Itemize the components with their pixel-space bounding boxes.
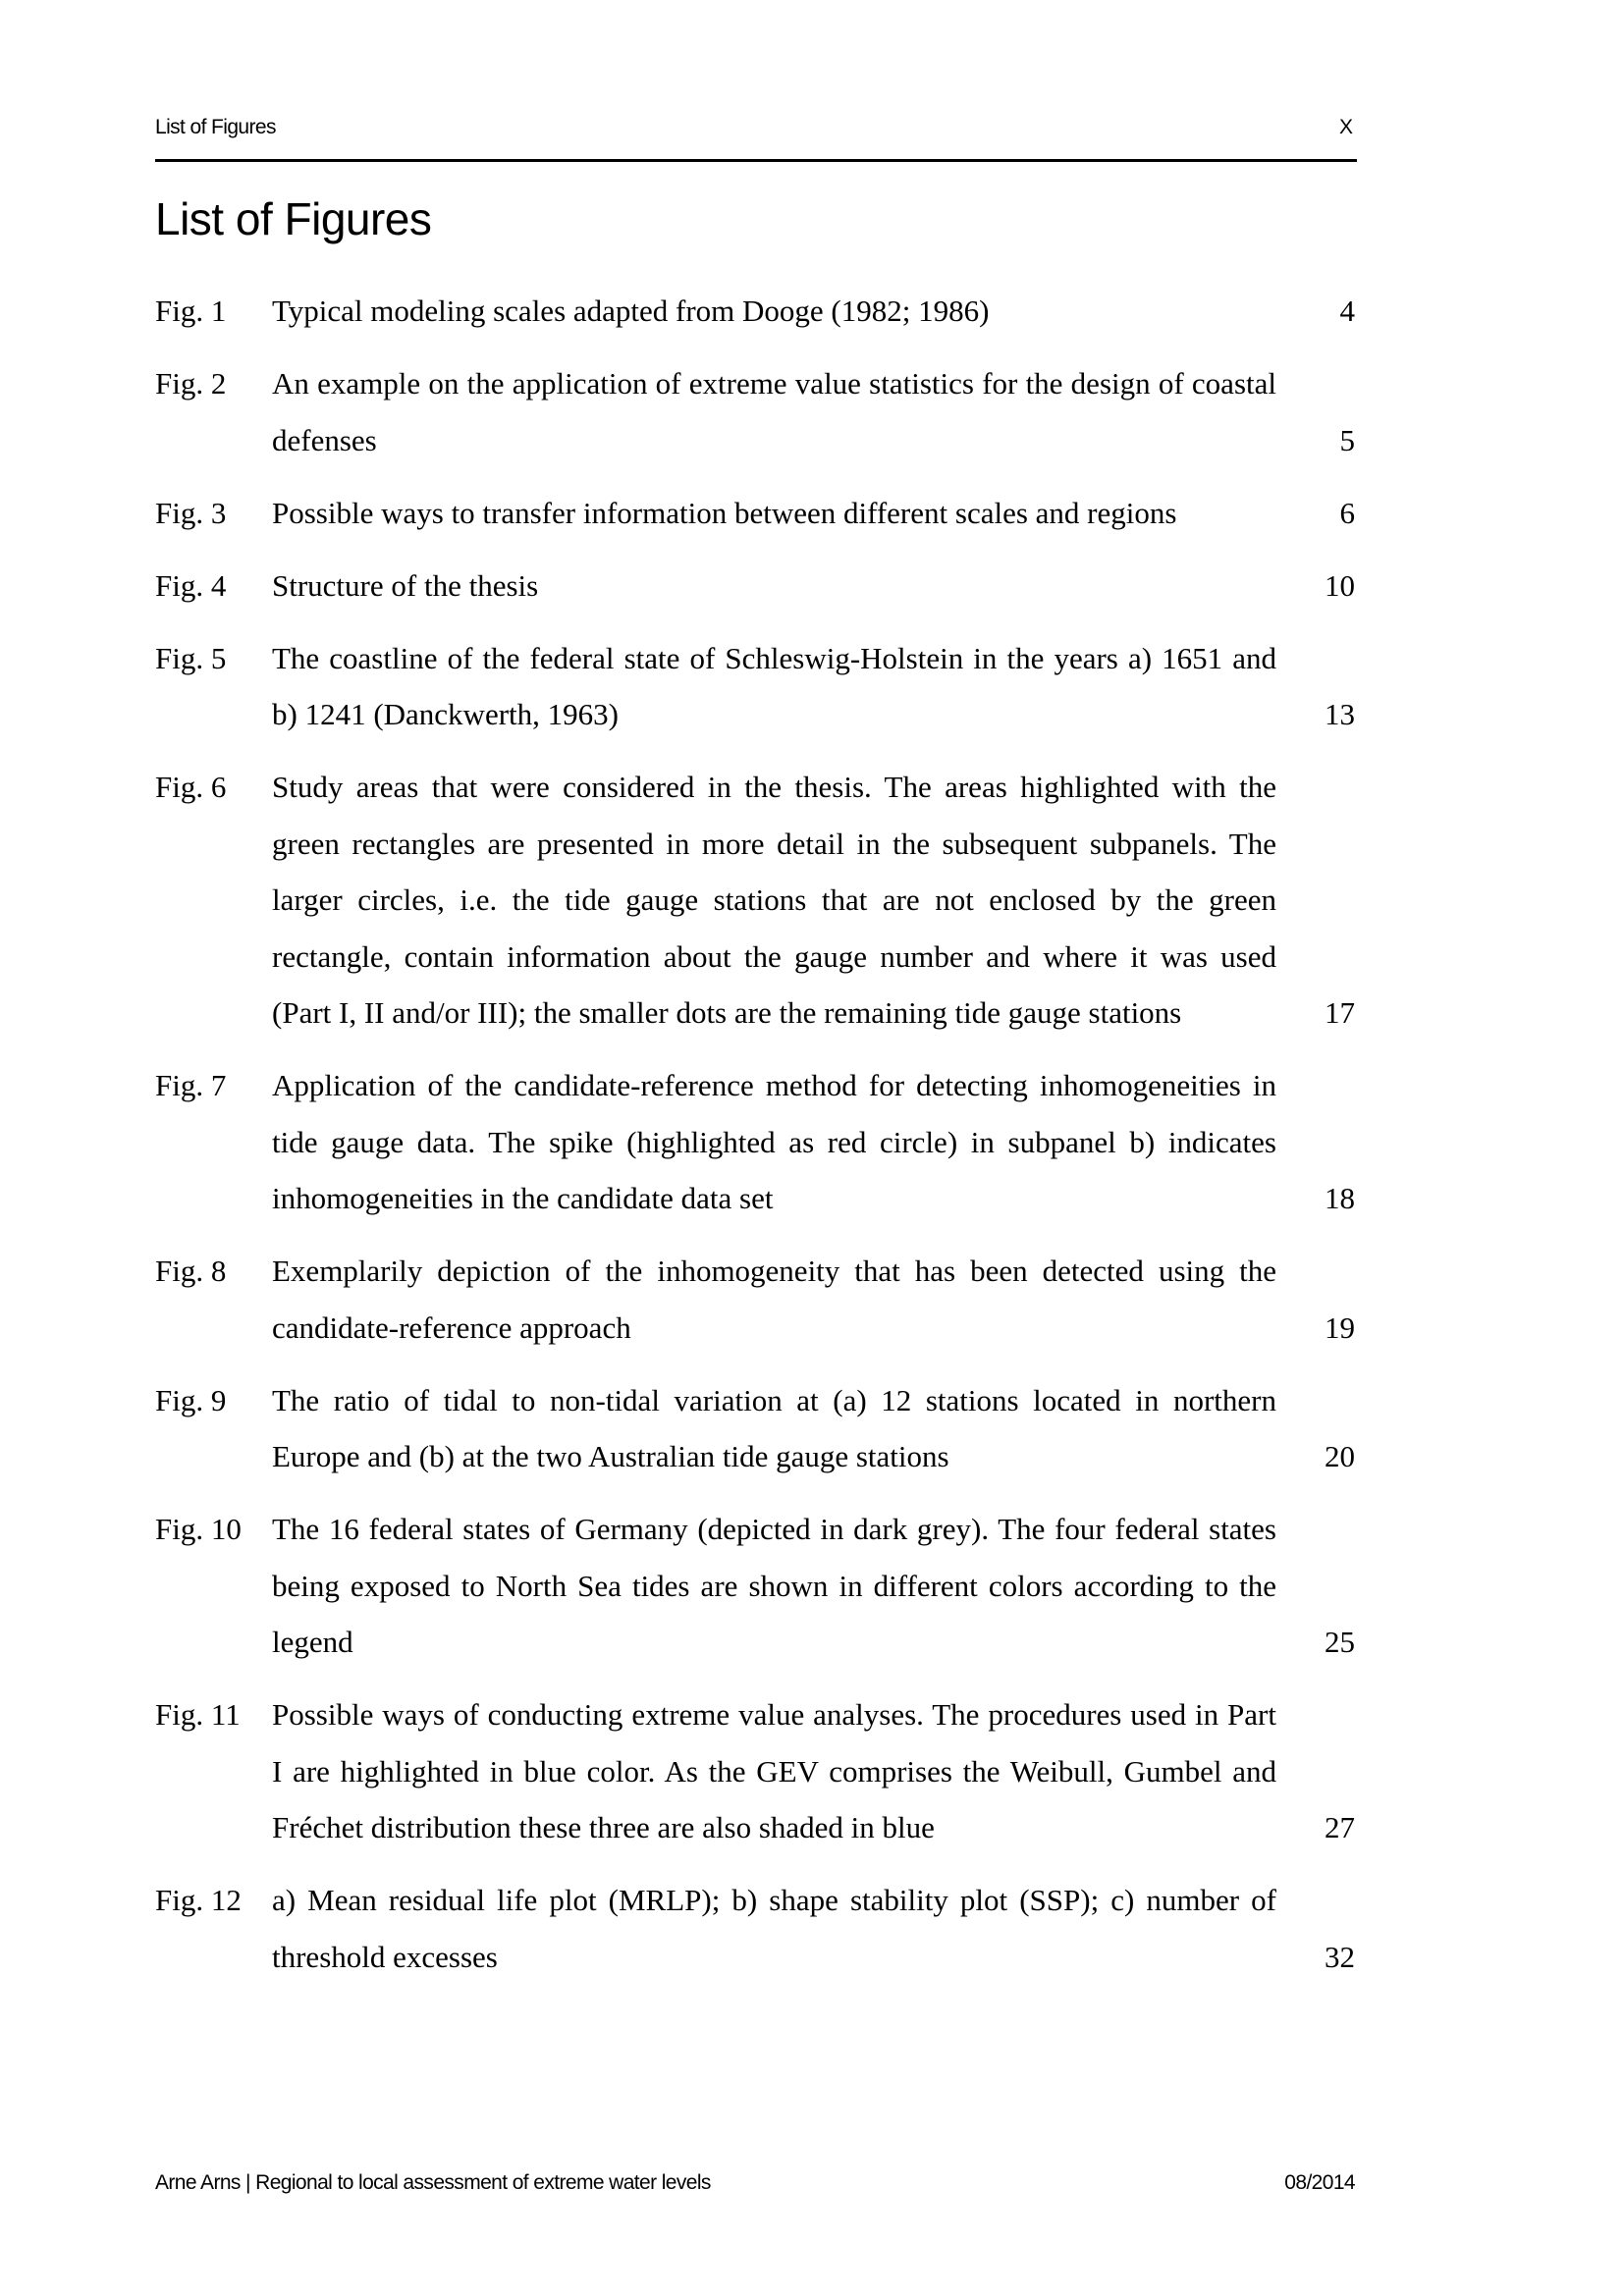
figure-page-number: 18 [1325,1181,1355,1215]
figure-label: Fig. 12 [155,1883,242,1917]
figure-entry-7[interactable] [155,1057,1355,1227]
figure-page-number: 5 [1339,422,1355,457]
figure-page-number: 10 [1325,567,1355,603]
figure-caption: Study areas that were considered in the thesis. The areas highlighted with the green rectangles are presented in more detail in the subsequent subpanels. The larger circles, i.e. the tide gauge stations that are not enclosed by the green rectangle, contain information about the gauge number and where it was used (Part I, II and/or III); the smaller dots are the remaining tide gauge stations [272,770,1276,1030]
figure-label: Fig. 1 [155,294,227,328]
figure-label: Fig. 5 [155,640,227,675]
running-header-section: List of Figures [155,116,276,138]
figure-caption: An example on the application of extreme value statistics for the design of coastal defenses [272,366,1276,457]
figure-page-number: 25 [1325,1625,1355,1659]
figure-entry-1[interactable] [155,283,1355,340]
figure-caption: Possible ways to transfer information between different scales and regions [272,495,1177,530]
figure-caption: Exemplarily depiction of the inhomogeneity that has been detected using the candidate-reference approach [272,1254,1276,1345]
figure-caption: Possible ways of conducting extreme value analyses. The procedures used in Part I are highlighted in blue color. As the GEV comprises the Weibull, Gumbel and Fréchet distribution these three are also shaded in blue [272,1697,1276,1844]
footer-author-title: Arne Arns | Regional to local assessment of extreme water levels [155,2171,711,2194]
figure-caption: Application of the candidate-reference method for detecting inhomogeneities in tide gauge data. The spike (highlighted as red circle) in subpanel b) indicates inhomogeneities in the candidate data set [272,1068,1276,1215]
figure-entry-6[interactable] [155,759,1355,1041]
figure-entry-8[interactable] [155,1243,1355,1356]
figure-entry-3[interactable] [155,485,1355,542]
running-header-page-number: X [1338,116,1353,138]
figure-entry-9[interactable] [155,1372,1355,1485]
page-title: List of Figures [155,193,432,244]
figure-page-number: 19 [1325,1309,1355,1345]
figure-page-number: 4 [1339,294,1355,328]
figure-label: Fig. 11 [155,1697,241,1732]
figure-label: Fig. 9 [155,1382,227,1417]
figure-page-number: 20 [1325,1439,1355,1473]
figure-label: Fig. 2 [155,366,227,400]
figure-entry-10[interactable] [155,1501,1355,1671]
figure-entry-12[interactable] [155,1872,1355,1985]
figure-entry-5[interactable] [155,630,1355,743]
figure-caption: Structure of the thesis [272,567,539,603]
figure-label: Fig. 7 [155,1068,227,1102]
figure-entry-4[interactable] [155,558,1355,614]
figure-page-number: 13 [1325,697,1355,731]
figure-caption: The ratio of tidal to non-tidal variation at (a) 12 stations located in northern Europe and (b) at the two Australian tide gauge stations [272,1382,1276,1473]
figure-caption: a) Mean residual life plot (MRLP); b) shape stability plot (SSP); c) number of threshold excesses [272,1883,1276,1974]
figure-entry-11[interactable] [155,1686,1355,1856]
figure-label: Fig. 3 [155,495,227,530]
footer-date: 08/2014 [1284,2171,1355,2194]
figure-entry-2[interactable] [155,355,1355,468]
figure-label: Fig. 4 [155,567,227,603]
figure-label: Fig. 8 [155,1254,227,1288]
figure-caption: The coastline of the federal state of Schleswig-Holstein in the years a) 1651 and b) 1241 (Danckwerth, 1963) [272,640,1276,731]
figure-page-number: 27 [1325,1810,1355,1844]
figure-label: Fig. 10 [155,1512,242,1546]
figure-list [155,283,1355,2002]
figure-label: Fig. 6 [155,770,227,804]
figure-caption: Typical modeling scales adapted from Dooge (1982; 1986) [272,294,990,328]
figure-page-number: 6 [1339,495,1355,530]
figure-page-number: 17 [1325,995,1355,1030]
page-header [155,112,1357,162]
figure-page-number: 32 [1325,1939,1355,1974]
figure-caption: The 16 federal states of Germany (depicted in dark grey). The four federal states being exposed to North Sea tides are shown in different colors according to the legend [272,1512,1276,1659]
